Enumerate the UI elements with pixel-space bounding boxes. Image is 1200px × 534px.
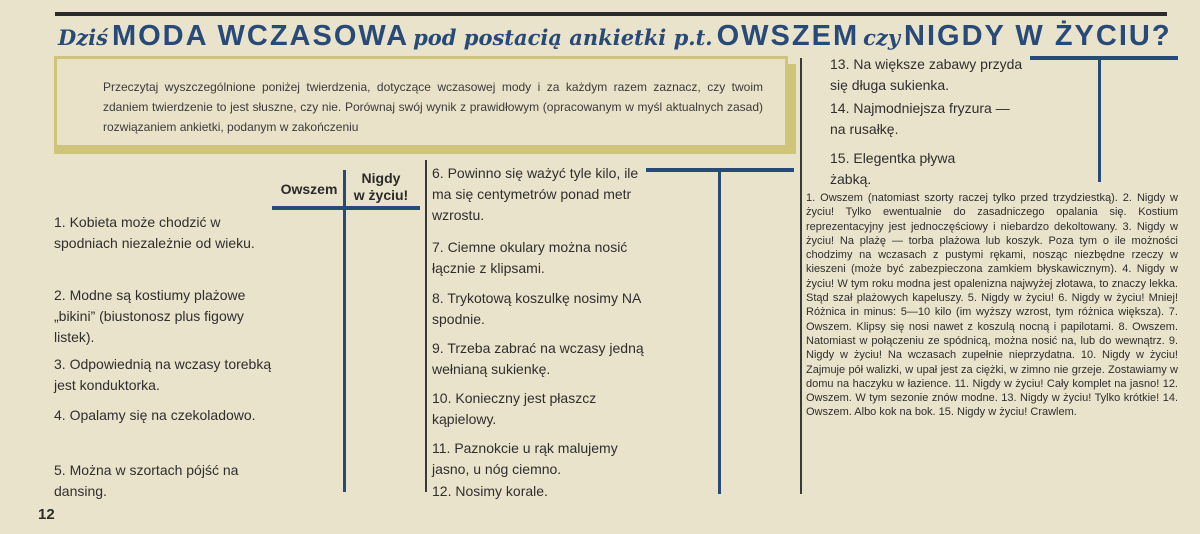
table-vertical-line-right (1098, 56, 1101, 182)
question-1: 1. Kobieta może chodzić w spodniach niezależnie od wieku. (54, 214, 255, 251)
headline-dzis: Dziś (58, 25, 108, 50)
question-6: 6. Powinno się ważyć tyle kilo, ile ma się centymetrów ponad metr wzrostu. (432, 165, 639, 223)
headline-moda-wczasowa: MODA WCZASOWA (111, 20, 410, 52)
question-14: 14. Najmodniejsza fryzura — na rusałkę. (830, 100, 1010, 137)
question-3: 3. Odpowiednią na wczasy torebką jest konduktorka. (54, 356, 272, 393)
question-12: 12. Nosimy korale. (432, 483, 548, 499)
question-15: 15. Elegentka pływa żabką. (830, 150, 956, 187)
question-4: 4. Opalamy się na czekoladowo. (54, 407, 256, 423)
answers-key: 1. Owszem (natomiast szorty raczej tylko przed trzydziestką). 2. Nigdy w życiu! Tylko ewentualnie do zasadniczego opalania się. Kostium reprezentacyjny jest jednoczęściowy i niebardzo dekoltowany. 3. Nigdy w życiu! Na plażę — torba plażowa lub koszyk. Poza tym o ile możności chodzimy na wczasach z pustymi rękami, nosząc niezbędne rzeczy w kieszeni (może być zabezpieczona zamkiem błyskawicznym). 4. Nigdy w życiu! W tym roku modna jest opalenizna najwyżej złotawa, to znaczy lekka. Stąd szał plażowych kapeluszy. 5. Nigdy w życiu! 6. Nigdy w życiu! Mniej! Różnica in minus: 5—10 kilo (im wyższy wzrost, tym różnica większa). 7. Owszem. Klipsy się nosi nawet z koszulą nocną i papilotami. 8. Owszem. Natomiast w połączeniu ze spódnicą, można nosić na, lub do wewnątrz. 9. Nigdy w życiu! Na wczasach zupełnie nieprzydatna. 10. Nigdy w życiu! Zajmuje pół walizki, w upał jest za ciężki, w zimno nie grzeje. Zostawiamy w domu na haczyku w łazience. 11. Nigdy w życiu! Cały komplet na jasno! 12. Owszem. W tym sezonie znów modne. 13. Nigdy w życiu! Tylko krótkie! 14. Owszem. Albo kok na bok. 15. Nigdy w życiu! Crawlem. (806, 192, 1178, 419)
question-8: 8. Trykotową koszulkę nosimy NA spodnie. (432, 290, 641, 327)
table-horizontal-line (272, 206, 420, 210)
question-5: 5. Można w szortach pójść na dansing. (54, 462, 239, 499)
column-divider-2 (800, 58, 802, 494)
headline-czy: czy (863, 25, 901, 50)
question-13: 13. Na większe zabawy przyda się długa sukienka. (830, 56, 1023, 93)
intro-text: Przeczytaj wyszczególnione poniżej twierdzenia, dotyczące wczasowej mody i za każdym razem zaznacz, czy twoim zdaniem twierdzenie to jest słuszne, czy nie. Porównaj swój wynik z prawidłowym (opracowanym w myśl aktualnych zasad) rozwiązaniem ankietki, podanym w zakończeniu (103, 80, 763, 134)
column-divider-1 (425, 160, 427, 492)
intro-box-shadow-side (788, 64, 796, 154)
table-horizontal-line-right (1030, 56, 1178, 60)
headline-owszem: OWSZEM (716, 20, 860, 52)
question-2: 2. Modne są kostiumy plażowe „bikini” (biustonosz plus figowy listek). (54, 287, 246, 345)
question-7: 7. Ciemne okulary można nosić łącznie z klipsami. (432, 239, 628, 276)
table-header-nigdy-line2: w życiu! (353, 187, 409, 203)
headline-pod-postacia: pod postacią ankietki p.t. (413, 25, 713, 50)
intro-box-shadow-bottom (54, 148, 796, 154)
table-header-owszem: Owszem (280, 181, 338, 197)
intro-box (54, 56, 788, 148)
table-vertical-line-mid (718, 168, 721, 494)
top-rule (55, 12, 1167, 16)
headline-nigdy: NIGDY W ŻYCIU? (904, 20, 1172, 52)
question-10: 10. Konieczny jest płaszcz kąpielowy. (432, 390, 597, 427)
table-vertical-line (343, 170, 346, 492)
question-9: 9. Trzeba zabrać na wczasy jedną wełnianą sukienkę. (432, 340, 644, 377)
table-header-nigdy (346, 170, 416, 204)
table-header-nigdy-line1: Nigdy (361, 170, 401, 186)
page-number: 12 (38, 506, 55, 523)
question-11: 11. Paznokcie u rąk malujemy jasno, u nóg ciemno. (432, 440, 618, 477)
